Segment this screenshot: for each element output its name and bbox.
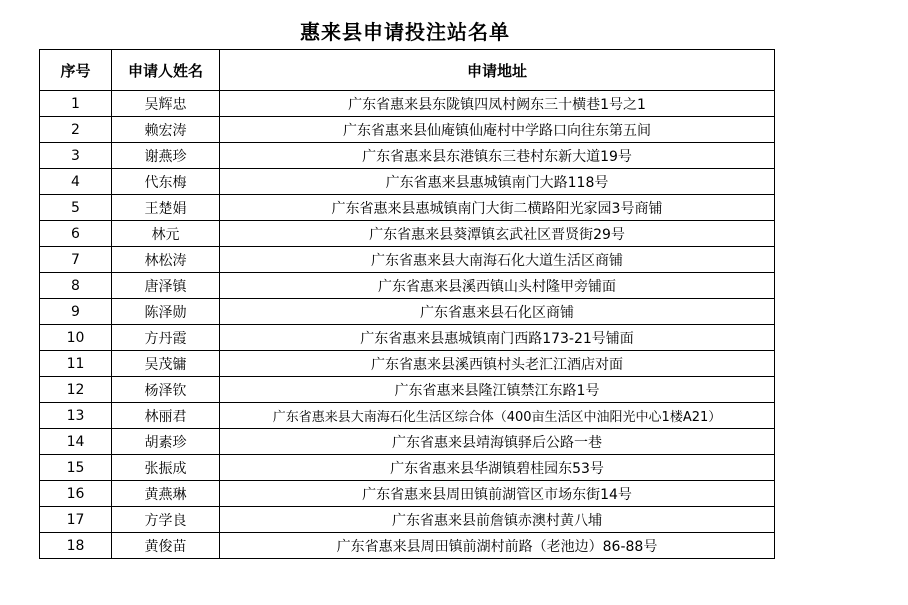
row-no: 15	[40, 455, 112, 481]
row-name: 谢燕珍	[112, 143, 220, 169]
row-name: 林松涛	[112, 247, 220, 273]
header-address: 申请地址	[220, 50, 775, 91]
table-row	[40, 91, 775, 117]
row-address: 广东省惠来县靖海镇驿后公路一巷	[220, 429, 775, 455]
row-no: 13	[40, 403, 112, 429]
table-row	[40, 169, 775, 195]
row-no: 1	[40, 91, 112, 117]
row-no: 18	[40, 533, 112, 559]
row-no: 11	[40, 351, 112, 377]
page-title: 惠来县申请投注站名单	[300, 20, 510, 44]
row-name: 杨泽钦	[112, 377, 220, 403]
row-no: 2	[40, 117, 112, 143]
table-row	[40, 377, 775, 403]
table-row	[40, 117, 775, 143]
row-name: 陈泽勋	[112, 299, 220, 325]
applicant-table	[39, 49, 775, 559]
row-name: 林丽君	[112, 403, 220, 429]
row-address: 广东省惠来县东陇镇四凤村阙东三十横巷1号之1	[220, 91, 775, 117]
row-name: 王楚娟	[112, 195, 220, 221]
row-no: 6	[40, 221, 112, 247]
row-address: 广东省惠来县石化区商铺	[220, 299, 775, 325]
row-no: 17	[40, 507, 112, 533]
row-name: 吴辉忠	[112, 91, 220, 117]
table-row	[40, 455, 775, 481]
row-name: 张振成	[112, 455, 220, 481]
row-no: 10	[40, 325, 112, 351]
table-row	[40, 351, 775, 377]
table-row	[40, 143, 775, 169]
table-row	[40, 273, 775, 299]
row-name: 黄燕琳	[112, 481, 220, 507]
row-address: 广东省惠来县隆江镇禁江东路1号	[220, 377, 775, 403]
table-row	[40, 195, 775, 221]
row-name: 胡素珍	[112, 429, 220, 455]
row-address: 广东省惠来县大南海石化大道生活区商铺	[220, 247, 775, 273]
row-no: 12	[40, 377, 112, 403]
row-no: 3	[40, 143, 112, 169]
row-name: 唐泽镇	[112, 273, 220, 299]
row-address: 广东省惠来县溪西镇山头村隆甲旁铺面	[220, 273, 775, 299]
row-name: 林元	[112, 221, 220, 247]
table-row	[40, 403, 775, 429]
row-address: 广东省惠来县周田镇前湖村前路（老池边）86-88号	[220, 533, 775, 559]
row-name: 方丹霞	[112, 325, 220, 351]
row-address: 广东省惠来县溪西镇村头老汇江酒店对面	[220, 351, 775, 377]
row-address: 广东省惠来县周田镇前湖管区市场东街14号	[220, 481, 775, 507]
row-name: 吴茂镛	[112, 351, 220, 377]
table-row	[40, 481, 775, 507]
row-address: 广东省惠来县惠城镇南门西路173-21号铺面	[220, 325, 775, 351]
table-row	[40, 507, 775, 533]
table-row	[40, 247, 775, 273]
table-row	[40, 299, 775, 325]
row-address: 广东省惠来县惠城镇南门大路118号	[220, 169, 775, 195]
row-name: 代东梅	[112, 169, 220, 195]
row-address: 广东省惠来县大南海石化生活区综合体（400亩生活区中油阳光中心1楼A21）	[220, 403, 775, 429]
row-address: 广东省惠来县东港镇东三巷村东新大道19号	[220, 143, 775, 169]
table-row	[40, 533, 775, 559]
table-row	[40, 221, 775, 247]
table-header-row	[40, 50, 775, 91]
table-row	[40, 429, 775, 455]
row-no: 16	[40, 481, 112, 507]
row-address: 广东省惠来县华湖镇碧桂园东53号	[220, 455, 775, 481]
table-row	[40, 325, 775, 351]
header-name: 申请人姓名	[112, 50, 220, 91]
row-name: 黄俊苗	[112, 533, 220, 559]
row-address: 广东省惠来县仙庵镇仙庵村中学路口向往东第五间	[220, 117, 775, 143]
row-no: 5	[40, 195, 112, 221]
row-address: 广东省惠来县前詹镇赤澳村黄八埔	[220, 507, 775, 533]
row-name: 方学良	[112, 507, 220, 533]
row-no: 4	[40, 169, 112, 195]
row-no: 9	[40, 299, 112, 325]
row-no: 14	[40, 429, 112, 455]
row-name: 赖宏涛	[112, 117, 220, 143]
row-address: 广东省惠来县惠城镇南门大街二横路阳光家园3号商铺	[220, 195, 775, 221]
row-address: 广东省惠来县葵潭镇玄武社区晋贤街29号	[220, 221, 775, 247]
row-no: 8	[40, 273, 112, 299]
row-no: 7	[40, 247, 112, 273]
header-no: 序号	[40, 50, 112, 91]
